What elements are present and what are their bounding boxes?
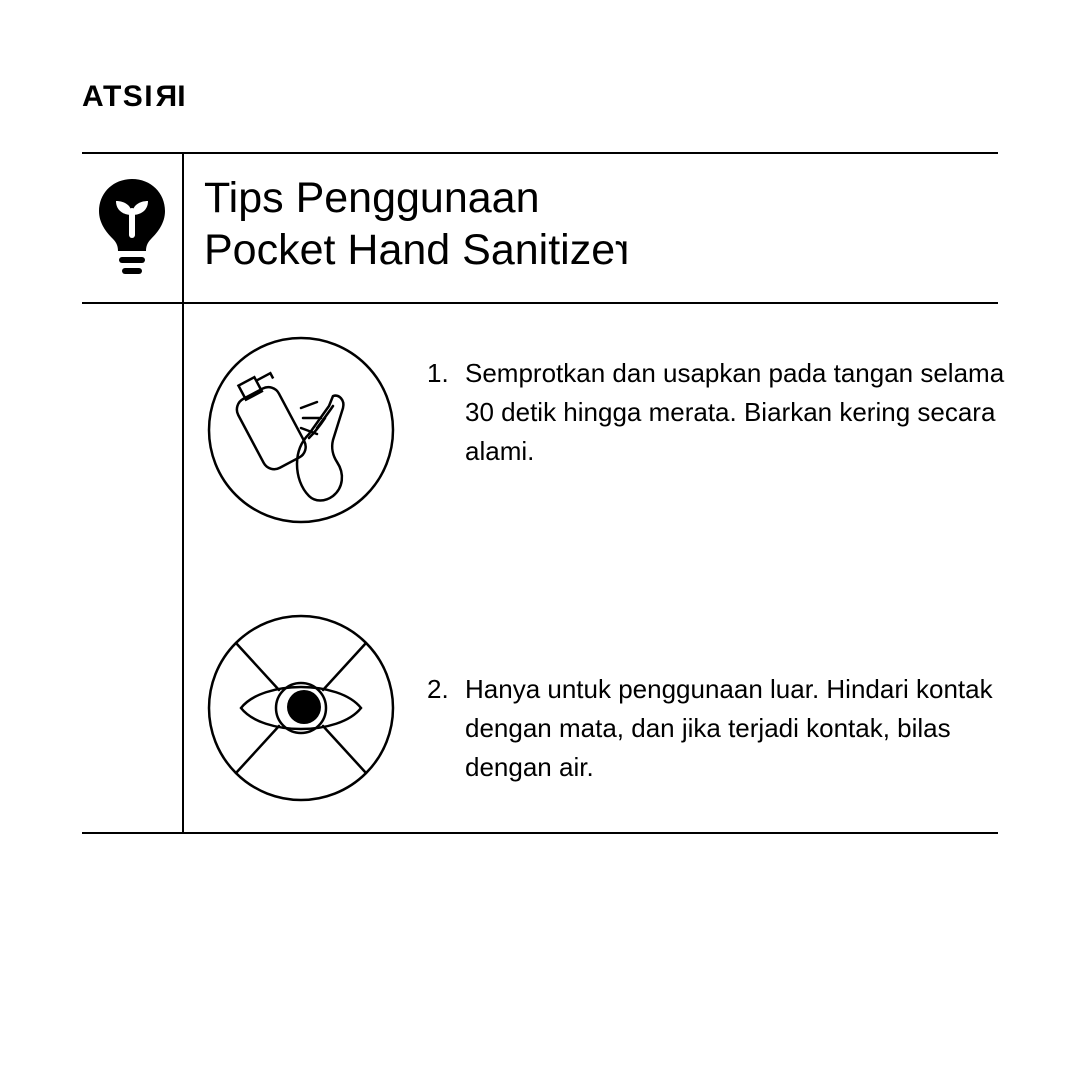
list-item-number: 2.	[427, 674, 449, 704]
lightbulb-icon	[93, 175, 171, 279]
brand-logo	[82, 82, 187, 112]
brand-name-flipped-r: R	[154, 80, 178, 113]
divider-vertical	[182, 152, 184, 834]
list-item-body: Hanya untuk penggunaan luar. Hindari kontak dengan mata, dan jika terjadi kontak, bilas dengan air.	[465, 674, 993, 782]
list-item-text	[427, 612, 1005, 787]
brand-name-part1: ATSI	[82, 80, 155, 113]
divider-middle	[82, 302, 998, 304]
list-item-text	[427, 334, 1005, 471]
no-eye-contact-icon	[205, 612, 397, 804]
list-item	[205, 334, 1005, 526]
list-item	[205, 612, 1005, 804]
list-item-body: Semprotkan dan usapkan pada tangan selama 30 detik hingga merata. Biarkan kering secara alami.	[465, 358, 1005, 466]
title-line-2-text: Pocket Hand Sanitize	[204, 226, 616, 274]
title-line-2	[204, 224, 984, 276]
page-title	[204, 172, 984, 276]
header-icon-cell	[82, 152, 182, 302]
spray-bottle-hand-icon	[205, 334, 397, 526]
brand-name-part2: I	[177, 80, 188, 113]
divider-top	[82, 152, 998, 154]
list-item-number: 1.	[427, 358, 449, 388]
title-line-2-flipped-r: r	[615, 226, 630, 274]
title-line-1: Tips Penggunaan	[204, 174, 540, 222]
divider-bottom	[82, 832, 998, 834]
